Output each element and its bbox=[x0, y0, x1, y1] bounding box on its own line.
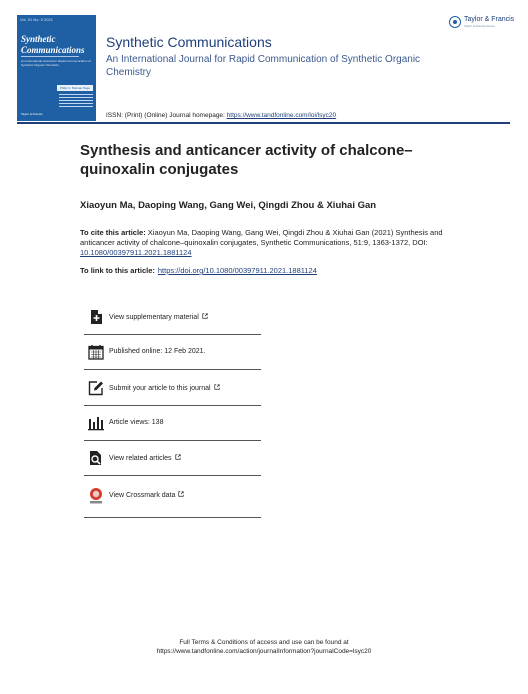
journal-name[interactable]: Synthetic Communications bbox=[106, 34, 272, 50]
publisher-logo-icon bbox=[449, 16, 461, 28]
published-row bbox=[84, 337, 261, 370]
submit-row[interactable] bbox=[84, 373, 261, 406]
related-row[interactable] bbox=[84, 443, 261, 476]
footer-terms-link[interactable]: https://www.tandfonline.com/action/journalInformation?journalCode=lsyc20 bbox=[156, 648, 372, 655]
crossmark-icon bbox=[88, 487, 104, 505]
article-title: Synthesis and anticancer activity of chalcone–quinoxalin conjugates bbox=[80, 142, 413, 178]
article-authors: Xiaoyun Ma, Daoping Wang, Gang Wei, Qingdi Zhou & Xiuhai Gan bbox=[80, 200, 377, 211]
cover-name-line bbox=[59, 106, 93, 107]
calendar-icon bbox=[88, 344, 104, 360]
publisher-logo[interactable] bbox=[449, 16, 515, 30]
supplementary-text: View supplementary material bbox=[109, 314, 199, 321]
submit-edit-icon bbox=[88, 380, 104, 396]
cover-volume-line: Vol. 51 No. 9 2021 bbox=[20, 17, 53, 22]
crossmark-row[interactable] bbox=[84, 480, 261, 518]
bar-chart-icon bbox=[88, 415, 104, 431]
publisher-name: Taylor & Francis bbox=[464, 16, 515, 23]
external-link-icon bbox=[178, 491, 184, 497]
supplementary-label[interactable] bbox=[109, 313, 208, 321]
external-link-icon bbox=[214, 384, 220, 390]
issn-line bbox=[106, 112, 336, 119]
footer bbox=[0, 638, 528, 656]
cover-name-line bbox=[59, 94, 93, 95]
cover-publisher: Taylor & Francis bbox=[21, 112, 43, 116]
doi-link[interactable]: 10.1080/00397911.2021.1881124 bbox=[80, 248, 192, 257]
submit-label[interactable] bbox=[109, 384, 220, 392]
article-link-block bbox=[80, 266, 317, 275]
cover-logo-line2: Communications bbox=[21, 45, 85, 55]
cover-divider bbox=[21, 56, 79, 57]
cover-name-line bbox=[59, 100, 93, 101]
cite-label: To cite this article: bbox=[80, 228, 146, 237]
external-link-icon bbox=[175, 454, 181, 460]
issn-label: ISSN: (Print) (Online) Journal homepage: bbox=[106, 112, 227, 119]
journal-cover-image bbox=[17, 15, 96, 121]
published-date: Published online: 12 Feb 2021. bbox=[109, 348, 206, 355]
article-views: Article views: 138 bbox=[109, 419, 164, 426]
related-label[interactable] bbox=[109, 454, 181, 462]
crossmark-text: View Crossmark data bbox=[109, 492, 176, 499]
cover-logo-line1: Synthetic bbox=[21, 34, 56, 44]
cover-name-line bbox=[59, 97, 93, 98]
cover-editor-label: Philip C. Bulman Page bbox=[57, 85, 93, 91]
cover-name-line bbox=[59, 103, 93, 104]
journal-homepage-link[interactable]: https://www.tandfonline.com/loi/lsyc20 bbox=[226, 112, 337, 119]
related-text: View related articles bbox=[109, 455, 172, 462]
views-row bbox=[84, 408, 261, 441]
header-divider bbox=[17, 122, 510, 124]
publisher-tagline: Taylor & Francis Group bbox=[464, 24, 495, 28]
related-search-icon bbox=[88, 450, 104, 466]
supplementary-row[interactable] bbox=[84, 302, 261, 335]
link-label: To link to this article: bbox=[80, 266, 155, 275]
footer-terms-text: Full Terms & Conditions of access and use can be found at bbox=[179, 639, 349, 646]
journal-subtitle: An International Journal for Rapid Communication of Synthetic Organic Chemistry bbox=[106, 54, 421, 78]
external-link-icon bbox=[202, 313, 208, 319]
supplementary-file-icon bbox=[88, 309, 104, 325]
citation-block bbox=[80, 228, 460, 258]
article-doi-url[interactable]: https://doi.org/10.1080/00397911.2021.1881124 bbox=[157, 266, 317, 275]
cite-text: Xiaoyun Ma, Daoping Wang, Gang Wei, Qingdi Zhou & Xiuhai Gan (2021) Synthesis and anticancer activity of chalcone–quinoxalin conjugates, Synthetic Communications, 51:9, 1363-1372, DOI: bbox=[80, 228, 443, 247]
submit-text: Submit your article to this journal bbox=[109, 385, 211, 392]
crossmark-label[interactable] bbox=[109, 491, 184, 499]
cover-tagline: An International Journal for Rapid Communication of Synthetic Organic Chemistry bbox=[21, 59, 91, 67]
